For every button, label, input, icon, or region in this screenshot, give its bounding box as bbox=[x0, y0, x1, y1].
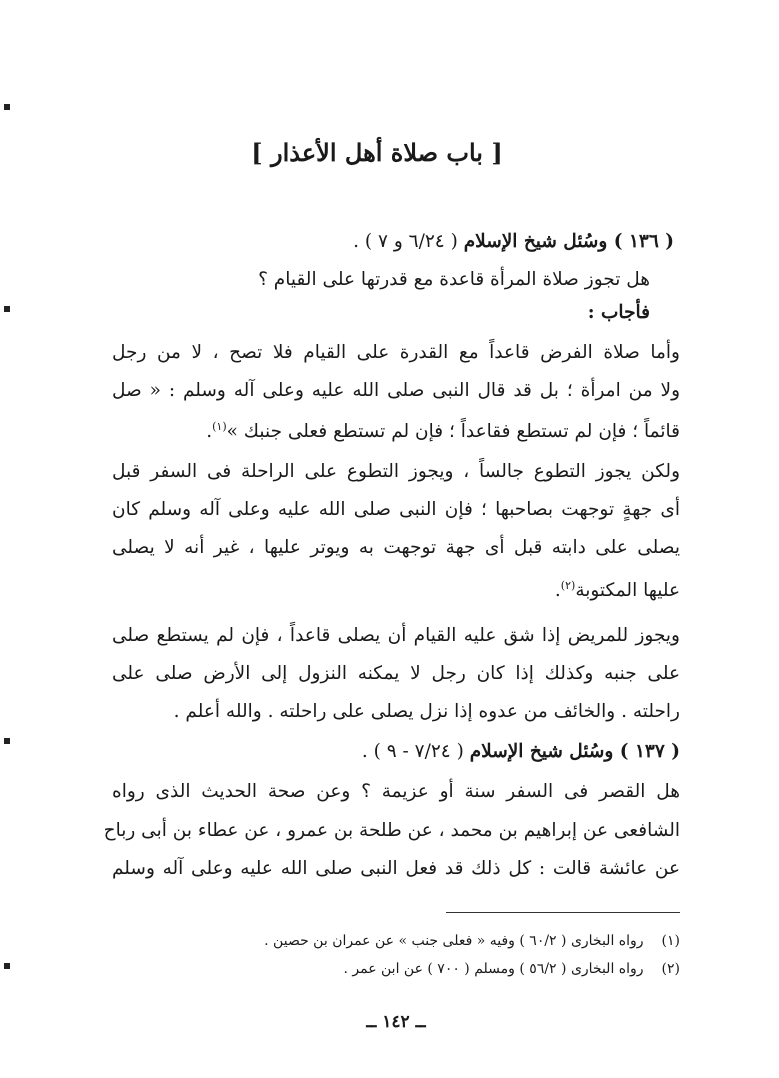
paragraph-end: . bbox=[554, 580, 561, 602]
paragraph-line: هل القصر فى السفر سنة أو عزيمة ؟ وعن صحة الحديث الذى رواه bbox=[112, 781, 680, 802]
question-136-heading bbox=[106, 228, 674, 256]
paragraph-text: عليها المكتوبة bbox=[575, 580, 680, 602]
margin-mark bbox=[4, 306, 10, 312]
footnote-number: (٢) bbox=[661, 961, 680, 977]
margin-mark bbox=[4, 963, 10, 969]
chapter-title: [ باب صلاة أهل الأعذار ] bbox=[251, 138, 503, 167]
paragraph-line: وأما صلاة الفرض قاعداً مع القدرة على القيام فلا تصح ، لا من رجل bbox=[112, 342, 680, 363]
paragraph-line: عن عائشة قالت : كل ذلك قد فعل النبى صلى الله عليه وعلى آله وسلم bbox=[112, 858, 680, 879]
paragraph-line: ولكن يجوز التطوع جالساً ، ويجوز التطوع على الراحلة فى السفر قبل bbox=[112, 461, 680, 482]
footnote-ref: (٢) bbox=[560, 579, 576, 592]
footnote-ref: (١) bbox=[212, 420, 227, 433]
question-heading: ( ١٣٧ ) وسُئل شيخ الإسلام bbox=[469, 741, 680, 762]
footnote-text: رواه البخارى ( ٥٦/٢ ) ومسلم ( ٧٠٠ ) عن ابن عمر . bbox=[343, 961, 644, 977]
margin-mark bbox=[4, 104, 10, 110]
paragraph-line bbox=[112, 413, 680, 446]
paragraph-text: قائماً ؛ فإن لم تستطع فقاعداً ؛ فإن لم تستطع فعلى جنبك » bbox=[226, 421, 680, 443]
footnote-separator bbox=[446, 912, 680, 913]
page-number: ــ ١٤٢ ــ bbox=[366, 1012, 426, 1032]
footnote bbox=[112, 958, 680, 980]
margin-mark bbox=[4, 738, 10, 744]
question-text: هل تجوز صلاة المرأة قاعدة مع قدرتها على القيام ؟ bbox=[258, 269, 650, 290]
paragraph-end: . bbox=[206, 421, 213, 443]
footnote-text: رواه البخارى ( ٦٠/٢ ) وفيه « فعلى جنب » عن عمران بن حصين . bbox=[264, 933, 644, 949]
paragraph-line: أى جهةٍ توجهت بصاحبها ؛ فإن النبى صلى الله عليه وعلى آله وسلم كان bbox=[112, 499, 680, 520]
paragraph-line: ولا من امرأة ؛ بل قد قال النبى صلى الله عليه وعلى آله وسلم : « صل bbox=[112, 380, 680, 401]
paragraph-line: على جنبه وكذلك إذا كان رجل لا يمكنه النزول إلى الأرض صلى على bbox=[112, 663, 680, 684]
footnote bbox=[112, 930, 680, 952]
document-page bbox=[103, 0, 680, 1078]
question-137-heading bbox=[112, 738, 680, 766]
paragraph-line: يصلى على دابته قبل أى جهة توجهت به ويوتر عليها ، غير أنه لا يصلى bbox=[112, 537, 680, 558]
paragraph-line: ويجوز للمريض إذا شق عليه القيام أن يصلى قاعداً ، فإن لم يستطع صلى bbox=[112, 625, 680, 646]
question-reference: ( ٧/٢٤ - ٩ ) . bbox=[361, 741, 464, 762]
answer-label: فأجاب : bbox=[587, 302, 650, 323]
footnote-number: (١) bbox=[661, 933, 680, 949]
question-heading: ( ١٣٦ ) وسُئل شيخ الإسلام bbox=[463, 231, 674, 252]
question-reference: ( ٦/٢٤ و ٧ ) . bbox=[353, 231, 458, 252]
paragraph-line: راحلته . والخائف من عدوه إذا نزل يصلى على راحلته . والله أعلم . bbox=[173, 701, 680, 722]
paragraph-line bbox=[112, 572, 680, 605]
paragraph-line: الشافعى عن إبراهيم بن محمد ، عن طلحة بن عمرو ، عن عطاء بن أبى رباح bbox=[103, 820, 680, 841]
